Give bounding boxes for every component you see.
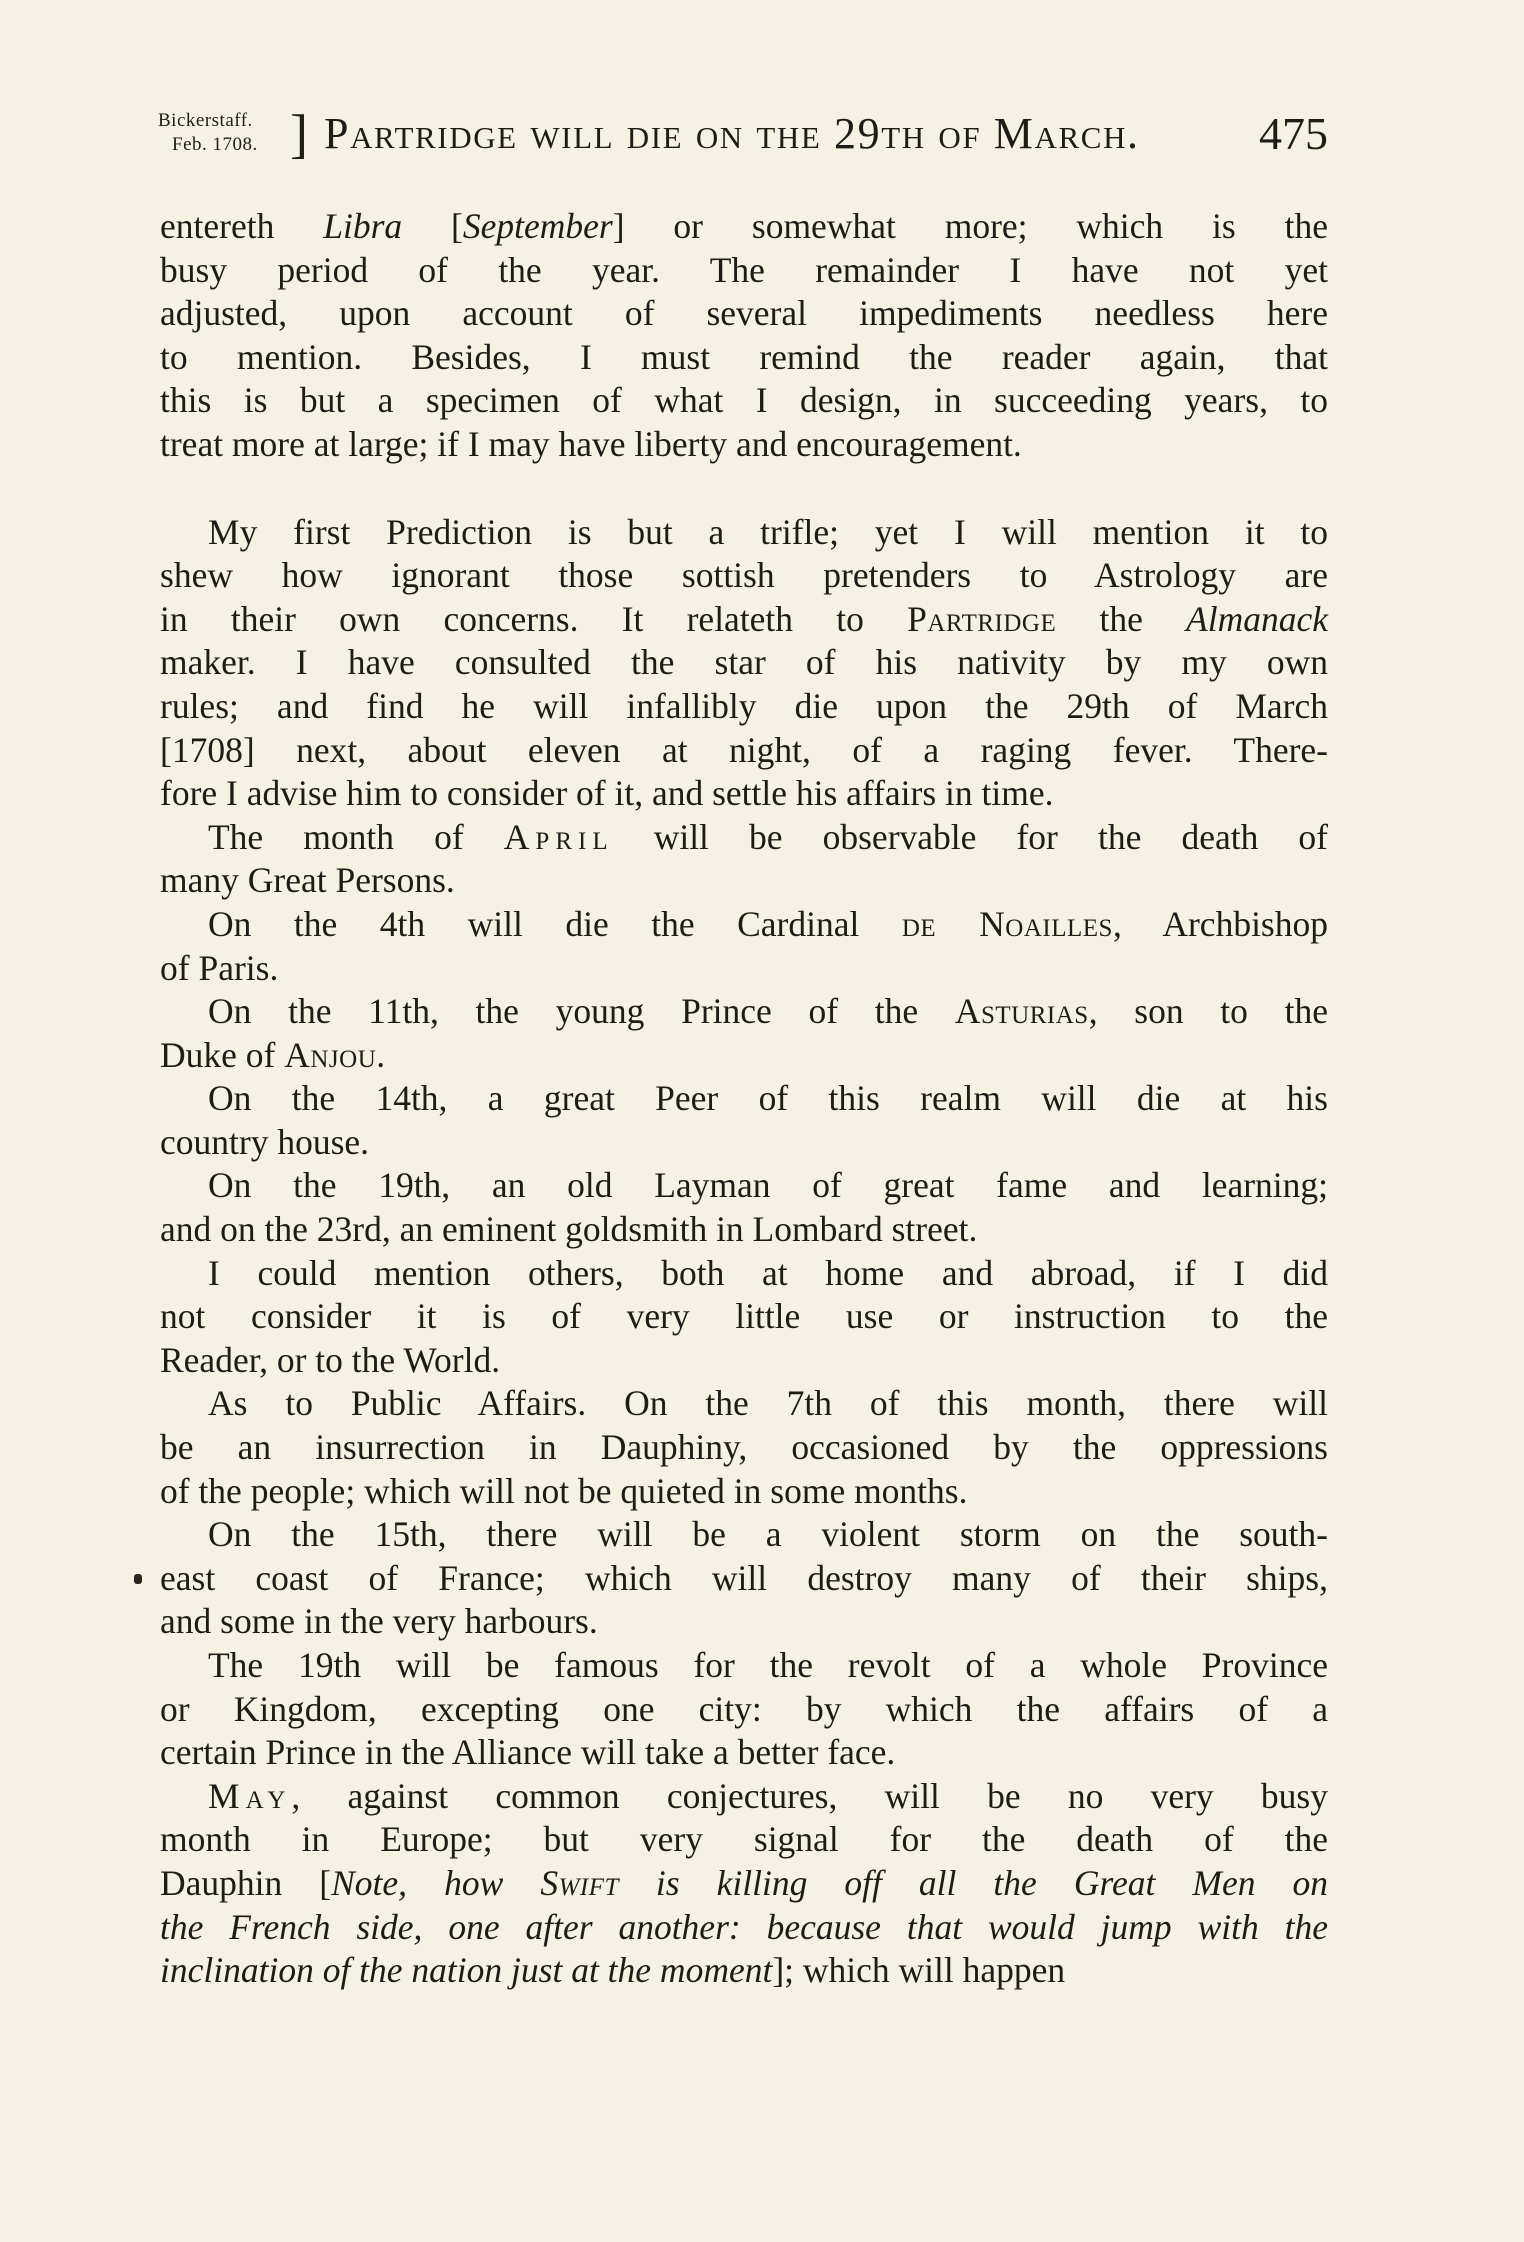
header-meta-line2: Feb. 1708. [172,134,258,155]
text-run: not consider it is of very little use or instruction to the [160,1296,1328,1337]
text-run: east coast of France; which will destroy many of their ships, [160,1557,1328,1598]
text-run: On the 4th will die the Cardinal [208,903,902,944]
text-run: will be observable for the death of [613,816,1328,857]
text-run: rules; and find he will infallibly die upon the 29th of March [160,685,1328,726]
paragraph-p8 [160,1252,1328,1383]
text-run: this is but a specimen of what I design, in succeeding years, to [160,380,1328,421]
text-run: ] or somewhat more; which is the [612,206,1328,246]
text-line [160,685,1328,729]
text-run: the [1056,598,1187,639]
text-line [160,511,1328,555]
header-source-note [158,106,308,166]
text-line [160,1644,1328,1688]
header-meta-line1: Bickerstaff. [158,110,253,131]
text-run: Reader, or to the World. [160,1339,501,1380]
text-run: Note, how [331,1862,541,1903]
text-run: Partridge [907,598,1057,639]
text-run: inclination of the nation just at the moment [160,1950,773,1991]
text-line [160,292,1328,336]
text-run: , Archbishop [1112,903,1328,944]
text-line [160,1208,1328,1252]
text-run: ]; which will happen [772,1950,1066,1991]
text-line [160,1339,1328,1383]
text-line [160,1077,1328,1121]
paragraph-p10 [160,1513,1328,1644]
text-run: certain Prince in the Alliance will take a better face. [160,1732,896,1773]
text-run: Libra [323,206,403,246]
text-run: de Noailles [901,903,1113,944]
text-run: On the 11th, the young Prince of the [208,991,955,1032]
text-run: [1708] next, about eleven at night, of a raging fever. There- [160,729,1328,770]
text-line [160,772,1328,816]
text-line [160,554,1328,598]
paragraph-p6 [160,1077,1328,1164]
paragraph-p4 [160,903,1328,990]
text-run: entereth [160,206,324,246]
paragraph-gap [160,467,1328,511]
text-line [160,1164,1328,1208]
text-line [160,1862,1328,1906]
text-line [160,1818,1328,1862]
text-line [160,1034,1328,1078]
page-number: 475 [1259,108,1328,159]
text-run: is killing off all the Great Men on [618,1862,1328,1903]
text-run: shew how ignorant those sottish pretenders to Astrology are [160,555,1328,596]
text-run: the French side, one after another: because that would jump with the [160,1906,1328,1947]
text-line [160,423,1328,467]
text-run: The 19th will be famous for the revolt of a whole Province [208,1645,1328,1685]
text-run: Almanack [1186,598,1328,639]
text-line [160,903,1328,947]
text-run: On the 15th, there will be a violent storm on the south- [208,1514,1328,1555]
paragraph-p3 [160,816,1328,903]
text-run: My first Prediction is but a trifle; yet I will mention it to [208,511,1328,552]
text-line [160,990,1328,1034]
text-line [160,1731,1328,1775]
text-line [160,1557,1328,1601]
text-line [160,641,1328,685]
text-run: of Paris. [160,947,279,988]
paragraph-p12 [160,1775,1328,1993]
text-run: As to Public Affairs. On the 7th of this month, there will [208,1383,1328,1424]
text-run: , son to the [1088,991,1328,1032]
text-run: be an insurrection in Dauphiny, occasioned by the oppressions [160,1427,1328,1468]
text-line [160,598,1328,642]
text-run: Duke of [160,1034,285,1075]
text-line [160,1295,1328,1339]
text-line [160,249,1328,293]
text-line [160,1382,1328,1426]
page-body-text [160,205,1328,1993]
text-run: . [376,1034,386,1075]
text-line [160,1252,1328,1296]
text-run: Dauphin [ [160,1862,332,1903]
paragraph-p2 [160,511,1328,816]
text-run: May [208,1775,292,1816]
text-run: of the people; which will not be quieted in some months. [160,1470,968,1511]
text-run: , against common conjectures, will be no very busy [291,1775,1328,1816]
text-line [160,336,1328,380]
paragraph-p5 [160,990,1328,1077]
text-run: Swift [540,1862,619,1903]
text-run: country house. [160,1121,370,1162]
text-run: and some in the very harbours. [160,1601,598,1642]
text-run: On the 14th, a great Peer of this realm will die at his [208,1078,1328,1119]
text-run: fore I advise him to consider of it, and settle his affairs in time. [160,773,1054,814]
text-line [160,729,1328,773]
text-run: maker. I have consulted the star of his nativity by my own [160,642,1328,683]
text-run: On the 19th, an old Layman of great fame and learning; [208,1165,1328,1206]
text-run: busy period of the year. The remainder I have not yet [160,249,1328,290]
text-run: The month of [208,816,504,857]
text-line [160,1906,1328,1950]
paragraph-p11 [160,1644,1328,1775]
text-run: adjusted, upon account of several impediments needless here [160,293,1328,334]
text-run: or Kingdom, excepting one city: by which the affairs of a [160,1688,1328,1729]
text-run: Asturias [954,991,1089,1032]
text-run: Anjou [284,1034,377,1075]
header-bracket: ] [290,104,309,164]
text-line [160,1949,1328,1993]
margin-mark [134,1574,142,1584]
paragraph-p9 [160,1382,1328,1513]
text-line [160,1470,1328,1514]
running-title: Partridge will die on the 29th of March. [324,109,1140,158]
text-run: many Great Persons. [160,860,455,901]
text-run: month in Europe; but very signal for the death of the [160,1819,1328,1860]
text-line [160,1513,1328,1557]
text-line [160,379,1328,423]
paragraph-p7 [160,1164,1328,1251]
text-run: I could mention others, both at home and abroad, if I did [208,1252,1328,1293]
text-run: April [503,816,614,857]
text-line [160,947,1328,991]
text-run: September [462,206,613,246]
text-line [160,1121,1328,1165]
text-line [160,1688,1328,1732]
text-run: in their own concerns. It relateth to [160,598,908,639]
text-line [160,1426,1328,1470]
text-run: and on the 23rd, an eminent goldsmith in Lombard street. [160,1209,978,1250]
text-line [160,1600,1328,1644]
text-run: to mention. Besides, I must remind the reader again, that [160,336,1328,377]
paragraph-p1 [160,205,1328,467]
text-line [160,205,1328,249]
text-line [160,859,1328,903]
text-run: treat more at large; if I may have liberty and encouragement. [160,423,1022,464]
text-line [160,1775,1328,1819]
text-run: [ [402,206,463,246]
running-header [158,100,1328,170]
text-line [160,816,1328,860]
